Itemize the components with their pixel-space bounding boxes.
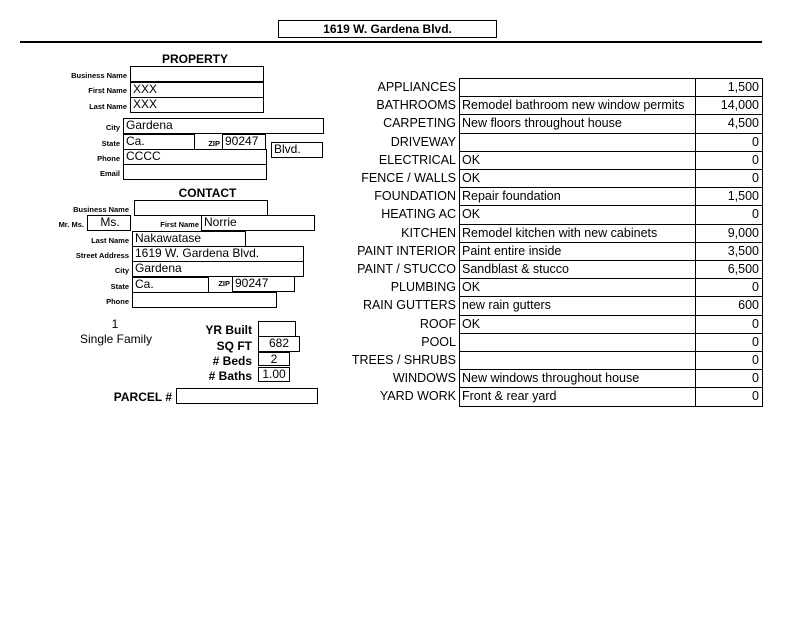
property-city-label: City (105, 123, 120, 132)
repair-item-label: TREES / SHRUBS (351, 353, 456, 367)
repair-item-label: FENCE / WALLS (361, 171, 456, 185)
repair-item-amount[interactable]: 0 (695, 169, 763, 188)
parcel-label: PARCEL # (113, 390, 172, 404)
contact-business-name-field[interactable] (134, 200, 268, 216)
repair-item-label: DRIVEWAY (390, 135, 456, 149)
contact-state-label: State (110, 282, 129, 291)
repair-item-amount[interactable]: 0 (695, 333, 763, 352)
repair-item-label: POOL (421, 335, 456, 349)
repair-item-description[interactable]: New floors throughout house (459, 114, 696, 134)
repair-item-amount[interactable]: 1,500 (695, 187, 763, 206)
contact-first-name-label: First Name (160, 220, 199, 229)
repair-item-description[interactable] (459, 333, 696, 352)
repair-item-amount[interactable]: 1,500 (695, 78, 763, 97)
repair-item-label: ROOF (419, 317, 456, 331)
repair-item-amount[interactable]: 0 (695, 151, 763, 170)
repair-item-amount[interactable]: 0 (695, 315, 763, 334)
contact-street-label: Street Address (75, 251, 129, 260)
contact-phone-label: Phone (106, 297, 129, 306)
repair-item-label: WINDOWS (392, 371, 456, 385)
repair-item-description[interactable]: OK (459, 278, 696, 297)
property-zip-field[interactable]: 90247 (222, 134, 266, 150)
contact-heading: CONTACT (178, 186, 237, 200)
repair-item-label: CARPETING (383, 116, 456, 130)
property-heading: PROPERTY (161, 52, 228, 66)
repair-item-amount[interactable]: 0 (695, 133, 763, 152)
repair-item-label: HEATING AC (381, 207, 456, 221)
contact-state-field[interactable]: Ca. (132, 277, 209, 293)
property-street-note: Blvd. (271, 142, 323, 158)
repair-item-description[interactable]: OK (459, 315, 696, 334)
repair-item-description[interactable]: Repair foundation (459, 187, 696, 206)
contact-city-label: City (114, 266, 129, 275)
contact-city-field[interactable]: Gardena (132, 261, 304, 277)
property-city-field[interactable]: Gardena (123, 118, 324, 134)
repair-item-description[interactable] (459, 351, 696, 370)
unit-count: 1 (111, 317, 119, 331)
parcel-field[interactable] (176, 388, 318, 404)
contact-zip-field[interactable]: 90247 (232, 276, 295, 292)
property-business-name-label: Business Name (71, 71, 127, 80)
repair-item-label: ELECTRICAL (378, 153, 456, 167)
repair-item-label: FOUNDATION (374, 189, 456, 203)
beds-field[interactable]: 2 (258, 352, 290, 366)
repair-item-amount[interactable]: 0 (695, 369, 763, 388)
repair-item-description[interactable]: New windows throughout house (459, 369, 696, 388)
sq-ft-label: SQ FT (216, 339, 252, 353)
repair-item-amount[interactable]: 14,000 (695, 96, 763, 115)
repair-item-amount[interactable]: 0 (695, 205, 763, 225)
contact-salutation-label: Mr. Ms. (58, 220, 84, 229)
repair-item-amount[interactable]: 600 (695, 296, 763, 316)
beds-label: # Beds (212, 354, 252, 368)
baths-label: # Baths (208, 369, 252, 383)
property-first-name-field[interactable]: XXX (130, 82, 264, 98)
property-state-label: State (101, 139, 120, 148)
repair-item-label: BATHROOMS (376, 98, 456, 112)
repair-item-label: YARD WORK (379, 389, 456, 403)
repair-item-description[interactable]: Remodel kitchen with new cabinets (459, 224, 696, 243)
page-title: 1619 W. Gardena Blvd. (278, 20, 497, 38)
repair-item-label: PAINT / STUCCO (357, 262, 456, 276)
contact-street-field[interactable]: 1619 W. Gardena Blvd. (132, 246, 304, 262)
repair-item-amount[interactable]: 9,000 (695, 224, 763, 243)
property-email-field[interactable] (123, 164, 267, 180)
repair-item-description[interactable] (459, 133, 696, 152)
property-last-name-label: Last Name (89, 102, 127, 111)
repair-item-description[interactable] (459, 78, 696, 97)
repair-item-label: APPLIANCES (377, 80, 456, 94)
repair-item-label: PLUMBING (390, 280, 456, 294)
repair-item-description[interactable]: OK (459, 169, 696, 188)
contact-first-name-field[interactable]: Norrie (201, 215, 315, 231)
repair-item-description[interactable]: Remodel bathroom new window permits (459, 96, 696, 115)
property-zip-label: ZIP (208, 139, 220, 148)
repair-item-description[interactable]: new rain gutters (459, 296, 696, 316)
contact-phone-field[interactable] (132, 292, 277, 308)
repair-item-label: RAIN GUTTERS (362, 298, 456, 312)
property-phone-label: Phone (97, 154, 120, 163)
contact-salutation-field[interactable]: Ms. (87, 215, 131, 231)
repair-item-description[interactable]: OK (459, 151, 696, 170)
sq-ft-field[interactable]: 682 (258, 336, 300, 352)
property-email-label: Email (99, 169, 120, 178)
property-phone-field[interactable]: CCCC (123, 149, 267, 165)
contact-zip-label: ZIP (218, 279, 230, 288)
property-first-name-label: First Name (88, 86, 127, 95)
contact-last-name-field[interactable]: Nakawatase (132, 231, 246, 247)
baths-field[interactable]: 1.00 (258, 367, 290, 382)
repair-item-description[interactable]: Paint entire inside (459, 242, 696, 261)
repair-item-amount[interactable]: 0 (695, 387, 763, 407)
repair-item-label: PAINT INTERIOR (357, 244, 456, 258)
contact-business-name-label: Business Name (73, 205, 129, 214)
contact-last-name-label: Last Name (91, 236, 129, 245)
repair-item-description[interactable]: OK (459, 205, 696, 225)
title-divider (20, 41, 762, 43)
property-business-name-field[interactable] (130, 66, 264, 82)
repair-item-amount[interactable]: 0 (695, 278, 763, 297)
repair-item-description[interactable]: Front & rear yard (459, 387, 696, 407)
property-last-name-field[interactable]: XXX (130, 97, 264, 113)
yr-built-label: YR Built (205, 323, 252, 337)
repair-item-amount[interactable]: 6,500 (695, 260, 763, 279)
repair-item-label: KITCHEN (401, 226, 456, 240)
repair-item-description[interactable]: Sandblast & stucco (459, 260, 696, 279)
property-type: Single Family (79, 332, 153, 346)
repair-item-amount[interactable]: 4,500 (695, 114, 763, 134)
repair-item-amount[interactable]: 0 (695, 351, 763, 370)
property-state-field[interactable]: Ca. (123, 134, 195, 150)
repair-item-amount[interactable]: 3,500 (695, 242, 763, 261)
yr-built-field[interactable] (258, 321, 296, 337)
